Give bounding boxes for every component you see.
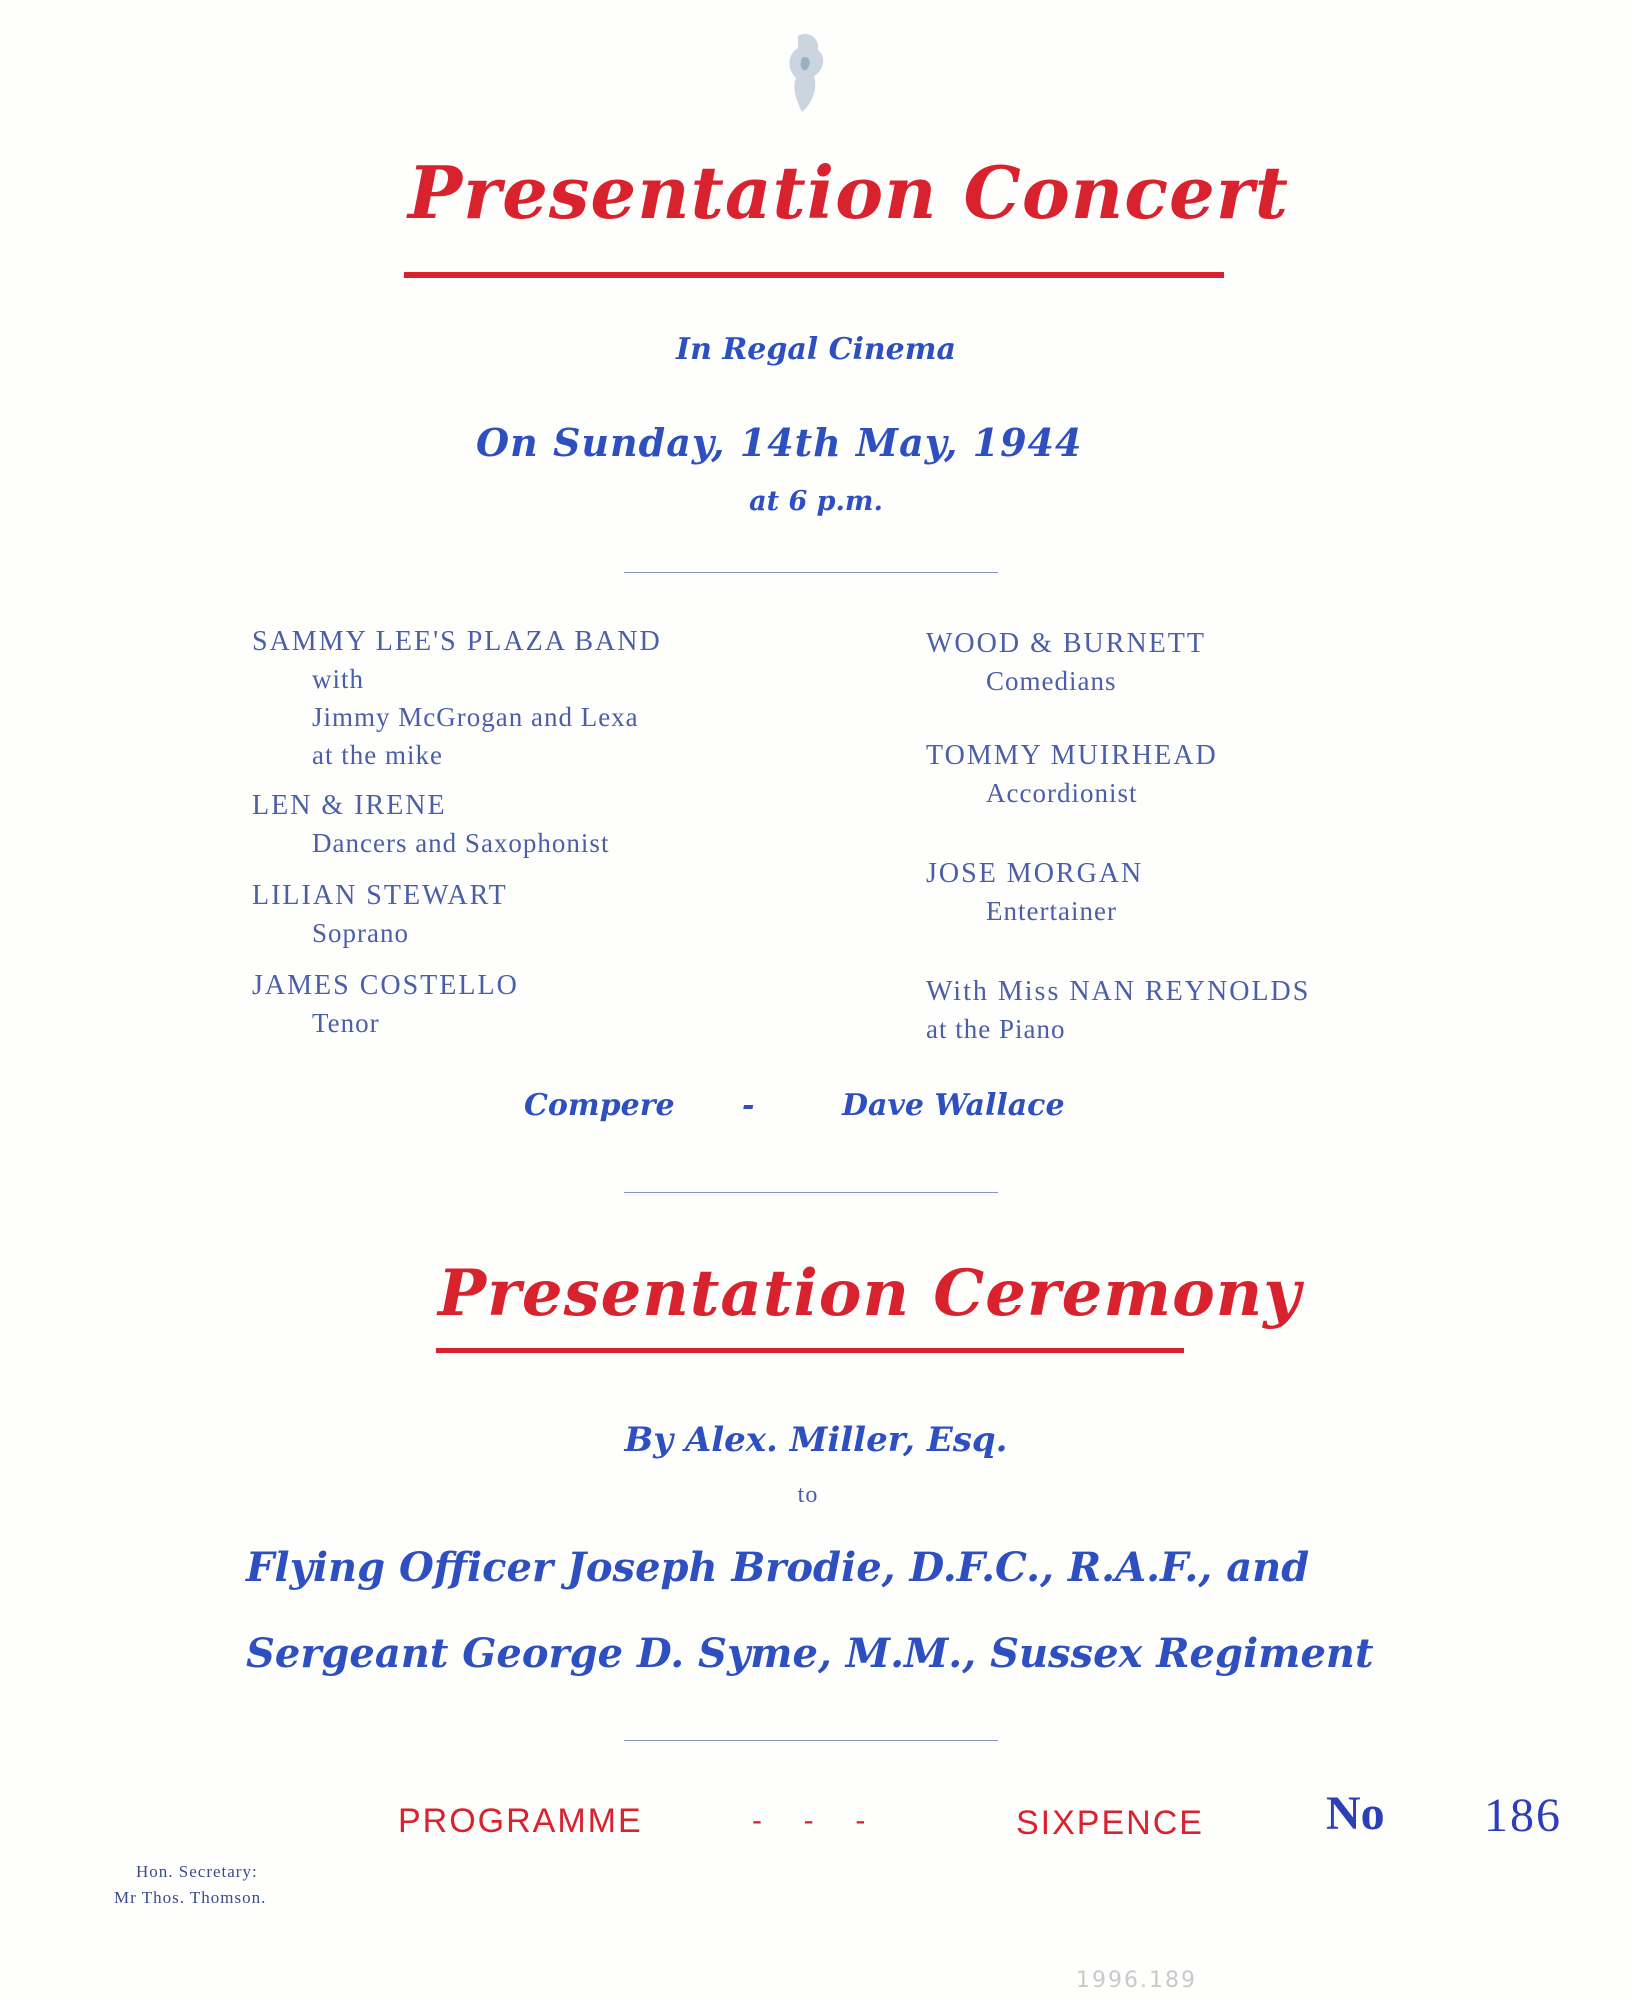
recipient-line-2: Sergeant George D. Syme, M.M., Sussex Regiment: [246, 1630, 1374, 1677]
divider-1: [624, 572, 998, 573]
ceremony-title: Presentation Ceremony: [438, 1256, 1302, 1331]
ceremony-title-underline: [436, 1348, 1184, 1353]
act-sammy-lee-band: SAMMY LEE'S PLAZA BAND: [252, 626, 662, 657]
act-wood-burnett: WOOD & BURNETT: [926, 628, 1206, 659]
act-jose-morgan: JOSE MORGAN: [926, 858, 1144, 889]
compere-name: Dave Wallace: [842, 1088, 1065, 1123]
act-tommy-muirhead-desc: Accordionist: [986, 778, 1138, 808]
divider-3: [624, 1740, 998, 1741]
concert-title-underline: [404, 272, 1224, 278]
ceremony-to: to: [797, 1482, 819, 1508]
act-len-irene-desc: Dancers and Saxophonist: [312, 828, 610, 858]
act-sammy-lee-mike: at the mike: [312, 740, 443, 770]
act-james-costello-desc: Tenor: [312, 1008, 380, 1038]
act-lilian-stewart: LILIAN STEWART: [252, 880, 508, 911]
act-tommy-muirhead: TOMMY MUIRHEAD: [926, 740, 1218, 771]
concert-title: Presentation Concert: [408, 150, 1290, 235]
date-line: On Sunday, 14th May, 1944: [476, 420, 1083, 465]
torn-hole-mark: [778, 28, 838, 118]
divider-2: [624, 1192, 998, 1193]
compere-dash: -: [742, 1088, 755, 1123]
act-james-costello: JAMES COSTELLO: [252, 970, 519, 1001]
act-jose-morgan-desc: Entertainer: [986, 896, 1117, 926]
venue-line: In Regal Cinema: [676, 332, 956, 367]
programme-dashes: - - -: [752, 1804, 866, 1837]
compere-label: Compere: [524, 1088, 675, 1123]
act-wood-burnett-desc: Comedians: [986, 666, 1117, 696]
recipient-line-1: Flying Officer Joseph Brodie, D.F.C., R.A.F., and: [246, 1544, 1310, 1591]
serial-number-label-text: No: [1326, 1787, 1385, 1840]
price-label: SIXPENCE: [1016, 1804, 1204, 1842]
act-sammy-lee-singers: Jimmy McGrogan and Lexa: [312, 702, 639, 732]
programme-label: PROGRAMME: [398, 1802, 643, 1840]
time-line: at 6 p.m.: [749, 486, 883, 517]
act-len-irene: LEN & IRENE: [252, 790, 447, 821]
secretary-label: Hon. Secretary:: [136, 1862, 258, 1881]
serial-number: 186: [1484, 1789, 1562, 1842]
secretary-name: Mr Thos. Thomson.: [114, 1888, 267, 1907]
serial-number-label: [1326, 1786, 1385, 1841]
act-sammy-lee-with: with: [312, 664, 365, 694]
act-lilian-stewart-desc: Soprano: [312, 918, 409, 948]
act-nan-reynolds-desc: at the Piano: [926, 1014, 1066, 1044]
archive-pencil-note: 1996.189: [1076, 1968, 1197, 1993]
ceremony-by-line: By Alex. Miller, Esq.: [624, 1420, 1008, 1460]
act-nan-reynolds: With Miss NAN REYNOLDS: [926, 976, 1311, 1007]
